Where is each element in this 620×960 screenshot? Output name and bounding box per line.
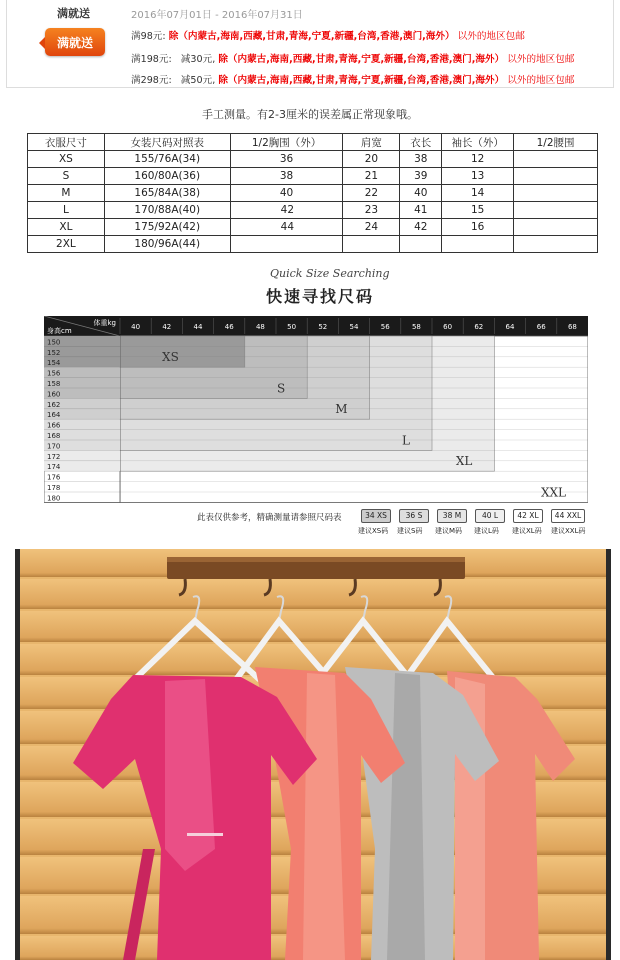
height-tick: 164 bbox=[47, 411, 61, 420]
table-cell: 175/92A(42) bbox=[104, 219, 230, 236]
photo-edge-right bbox=[606, 549, 611, 960]
table-cell: 155/76A(34) bbox=[104, 151, 230, 168]
rule-label: 满98元: bbox=[131, 31, 166, 42]
weight-tick: 48 bbox=[255, 323, 265, 331]
legend-caption: 建议S码 bbox=[397, 527, 423, 535]
height-column bbox=[44, 336, 120, 502]
table-cell: M bbox=[28, 185, 105, 202]
table-cell: 39 bbox=[400, 168, 442, 185]
header-cell: 1/2腰围 bbox=[514, 134, 598, 151]
weight-axis-label: 体重kg bbox=[93, 319, 116, 327]
quick-size-title-cn: 快速寻找尺码 bbox=[266, 287, 375, 306]
weight-tick: 56 bbox=[380, 323, 390, 331]
height-tick: 166 bbox=[47, 421, 61, 430]
header-cell: 衣长 bbox=[400, 134, 442, 151]
table-cell bbox=[343, 236, 400, 253]
table-cell bbox=[514, 236, 598, 253]
promo-rule-198 bbox=[131, 51, 574, 65]
weight-tick: 40 bbox=[131, 323, 141, 331]
legend-caption: 建议L码 bbox=[474, 527, 499, 535]
legend-box-xxl: 44 XXL bbox=[551, 509, 585, 523]
promo-rule-298 bbox=[131, 72, 574, 86]
rule-excluded-regions: 除（内蒙古,海南,西藏,甘肃,青海,宁夏,新疆,台湾,香港,澳门,海外） bbox=[218, 54, 505, 65]
table-cell bbox=[514, 168, 598, 185]
table-cell bbox=[230, 236, 343, 253]
table-row bbox=[28, 219, 598, 236]
size-finder-matrix bbox=[44, 316, 588, 504]
table-cell: XS bbox=[28, 151, 105, 168]
height-tick: 168 bbox=[47, 432, 61, 440]
height-tick: 150 bbox=[47, 338, 61, 347]
height-tick: 176 bbox=[47, 473, 61, 482]
rule-excluded-regions: 除（内蒙古,海南,西藏,甘肃,青海,宁夏,新疆,台湾,香港,澳门,海外） bbox=[168, 31, 455, 42]
height-tick: 152 bbox=[47, 348, 61, 357]
header-cell: 女装尺码对照表 bbox=[104, 134, 230, 151]
rule-suffix: 以外的地区包邮 bbox=[507, 54, 575, 65]
zone-label-xxl: XXL bbox=[540, 485, 566, 500]
height-axis-label: 身高cm bbox=[47, 327, 72, 335]
table-cell: 14 bbox=[442, 185, 514, 202]
weight-tick: 52 bbox=[318, 323, 328, 331]
height-tick: 172 bbox=[47, 452, 61, 461]
height-tick: 154 bbox=[47, 359, 61, 368]
table-cell bbox=[514, 202, 598, 219]
table-cell: 38 bbox=[230, 168, 343, 185]
promo-title: 满就送 bbox=[57, 7, 90, 20]
height-tick: 162 bbox=[47, 400, 61, 409]
table-cell bbox=[514, 151, 598, 168]
weight-tick: 44 bbox=[193, 323, 203, 331]
weight-tick: 66 bbox=[536, 323, 546, 331]
weight-tick: 42 bbox=[162, 323, 172, 331]
table-cell bbox=[400, 236, 442, 253]
legend-box-m: 38 M bbox=[437, 509, 467, 523]
promotion-banner bbox=[6, 0, 614, 88]
table-cell: 12 bbox=[442, 151, 514, 168]
rule-excluded-regions: 除（内蒙古,海南,西藏,甘肃,青海,宁夏,新疆,台湾,香港,澳门,海外） bbox=[218, 75, 505, 86]
weight-tick: 58 bbox=[411, 323, 421, 331]
table-cell: 165/84A(38) bbox=[104, 185, 230, 202]
zone-label-s: S bbox=[276, 381, 286, 396]
height-tick: 180 bbox=[47, 494, 61, 503]
height-tick: 160 bbox=[47, 390, 61, 399]
zone-label-xs: XS bbox=[162, 350, 179, 365]
table-row bbox=[28, 151, 598, 168]
table-cell: 24 bbox=[343, 219, 400, 236]
table-cell: 16 bbox=[442, 219, 514, 236]
height-tick: 174 bbox=[47, 463, 61, 472]
weight-tick: 46 bbox=[224, 323, 234, 331]
rule-discount: 减30元, bbox=[180, 54, 216, 65]
height-tick: 170 bbox=[47, 442, 61, 451]
size-table bbox=[27, 133, 598, 253]
table-cell: 40 bbox=[230, 185, 343, 202]
header-cell: 1/2胸围（外） bbox=[230, 134, 343, 151]
table-row bbox=[28, 236, 598, 253]
table-cell: XL bbox=[28, 219, 105, 236]
rule-label: 满298元: bbox=[131, 75, 172, 86]
table-cell: 15 bbox=[442, 202, 514, 219]
size-chart-note: 此表仅供参考，精确测量请参照尺码表 bbox=[197, 513, 342, 523]
zone-label-l: L bbox=[402, 433, 410, 448]
legend-box-xs: 34 XS bbox=[361, 509, 391, 523]
header-cell: 衣服尺寸 bbox=[28, 134, 105, 151]
table-cell: 36 bbox=[230, 151, 343, 168]
legend-caption: 建议XS码 bbox=[358, 527, 389, 535]
table-cell: 38 bbox=[400, 151, 442, 168]
legend-caption: 建议XL码 bbox=[512, 527, 542, 535]
table-cell: L bbox=[28, 202, 105, 219]
table-cell: 160/80A(36) bbox=[104, 168, 230, 185]
photo-edge-left bbox=[15, 549, 20, 960]
rule-discount: 减50元, bbox=[180, 75, 216, 86]
legend-box-l: 40 L bbox=[475, 509, 505, 523]
rule-suffix: 以外的地区包邮 bbox=[507, 75, 575, 86]
table-cell: 2XL bbox=[28, 236, 105, 253]
measurement-note: 手工测量。有2-3厘米的误差属正常现象哦。 bbox=[202, 108, 418, 121]
table-cell: 44 bbox=[230, 219, 343, 236]
weight-tick: 54 bbox=[349, 323, 359, 331]
weight-tick: 50 bbox=[287, 323, 297, 331]
weight-tick: 64 bbox=[505, 323, 515, 331]
height-tick: 156 bbox=[47, 369, 61, 378]
table-cell: 13 bbox=[442, 168, 514, 185]
table-row bbox=[28, 202, 598, 219]
promo-badge: 满就送 bbox=[45, 28, 105, 56]
quick-size-title-en: Quick Size Searching bbox=[270, 267, 390, 280]
table-cell: S bbox=[28, 168, 105, 185]
promo-date-range: 2016年07月01日 - 2016年07月31日 bbox=[131, 10, 303, 21]
table-cell: 21 bbox=[343, 168, 400, 185]
table-cell bbox=[442, 236, 514, 253]
table-cell: 22 bbox=[343, 185, 400, 202]
header-cell: 袖长（外） bbox=[442, 134, 514, 151]
weight-tick: 62 bbox=[474, 323, 484, 331]
size-table-header bbox=[28, 134, 598, 151]
height-tick: 178 bbox=[47, 484, 61, 492]
table-cell: 23 bbox=[343, 202, 400, 219]
legend-box-s: 36 S bbox=[399, 509, 429, 523]
height-tick: 158 bbox=[47, 380, 61, 388]
table-cell: 20 bbox=[343, 151, 400, 168]
zone-label-m: M bbox=[335, 402, 348, 417]
rule-suffix: 以外的地区包邮 bbox=[457, 31, 525, 42]
product-photo bbox=[15, 549, 611, 960]
zone-label-xl: XL bbox=[455, 454, 473, 469]
table-cell: 41 bbox=[400, 202, 442, 219]
table-row bbox=[28, 168, 598, 185]
table-cell bbox=[514, 219, 598, 236]
table-cell: 40 bbox=[400, 185, 442, 202]
weight-tick: 60 bbox=[443, 323, 453, 331]
zone-xs bbox=[120, 336, 245, 367]
rule-label: 满198元: bbox=[131, 54, 172, 65]
legend-caption: 建议M码 bbox=[435, 527, 463, 535]
table-row bbox=[28, 185, 598, 202]
legend-caption: 建议XXL码 bbox=[551, 527, 586, 535]
table-cell: 170/88A(40) bbox=[104, 202, 230, 219]
table-cell: 42 bbox=[400, 219, 442, 236]
table-cell bbox=[514, 185, 598, 202]
promo-rule-98 bbox=[131, 28, 525, 42]
weight-tick: 68 bbox=[567, 323, 577, 331]
legend-box-xl: 42 XL bbox=[513, 509, 543, 523]
header-cell: 肩宽 bbox=[343, 134, 400, 151]
table-cell: 180/96A(44) bbox=[104, 236, 230, 253]
table-cell: 42 bbox=[230, 202, 343, 219]
weight-header-row bbox=[120, 316, 588, 336]
